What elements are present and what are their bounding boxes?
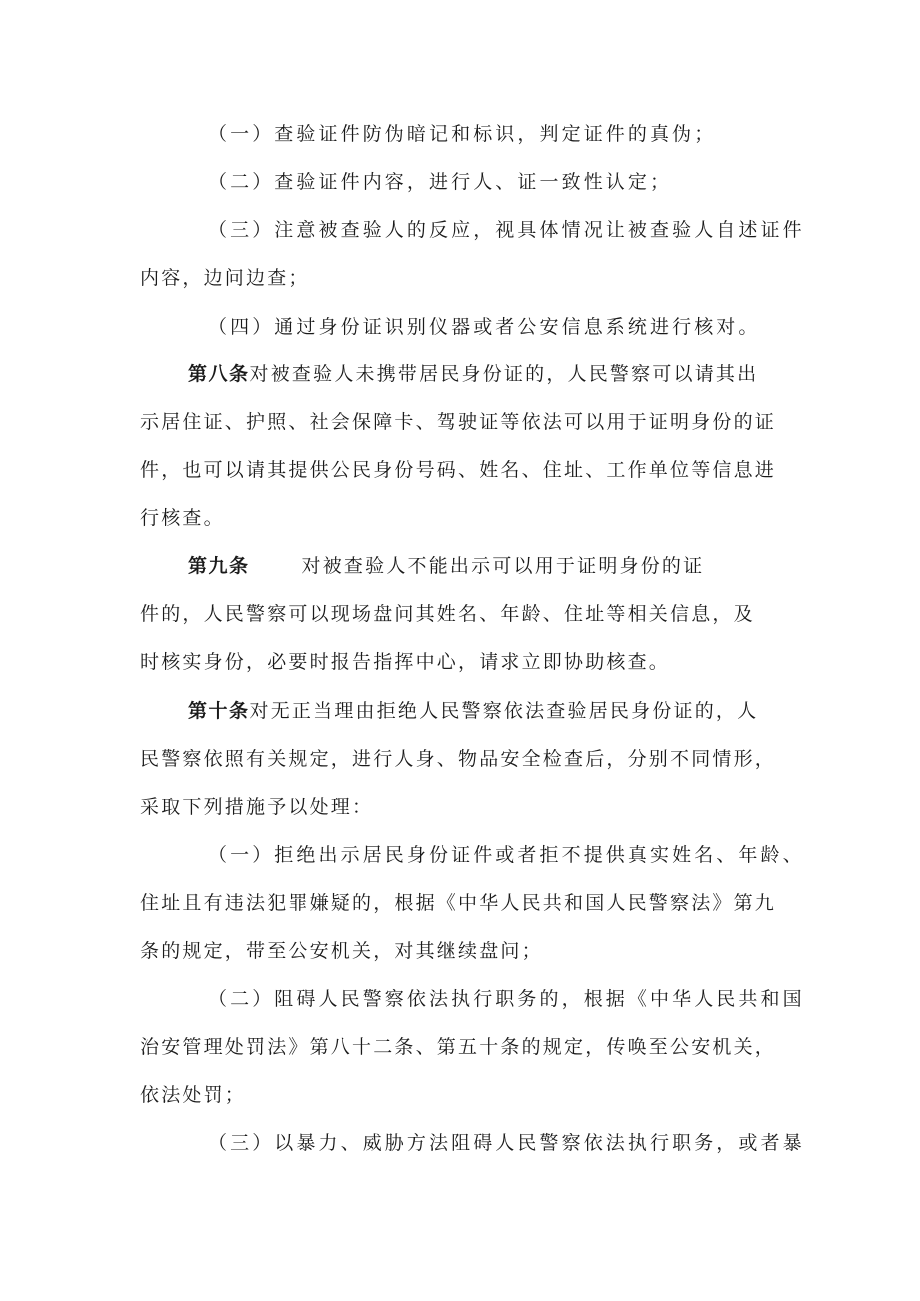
item-b-2-cont-1: 治安管理处罚法》第八十二条、第五十条的规定，传唤至公安机关，	[140, 1036, 777, 1058]
item-b-1: （一）拒绝出示居民身份证件或者拒不提供真实姓名、年龄、	[208, 844, 805, 866]
item-a-1: （一）查验证件防伪暗记和标识，判定证件的真伪；	[208, 123, 717, 145]
item-a-3: （三）注意被查验人的反应，视具体情况让被查验人自述证件	[208, 219, 805, 241]
article-10-first-line	[188, 699, 758, 723]
article-8-heading: 第八条	[188, 363, 250, 385]
item-b-2: （二）阻碍人民警察依法执行职务的，根据《中华人民共和国	[208, 988, 805, 1010]
article-10-heading: 第十条	[188, 700, 250, 722]
article-8-text-3: 件，也可以请其提供公民身份号码、姓名、住址、工作单位等信息进	[140, 459, 777, 481]
item-a-2: （二）查验证件内容，进行人、证一致性认定；	[208, 171, 673, 193]
article-9-text-2: 件的，人民警察可以现场盘问其姓名、年龄、住址等相关信息，及	[140, 603, 755, 625]
item-a-4: （四）通过身份证识别仪器或者公安信息系统进行核对。	[208, 316, 761, 338]
article-8-text-1: 对被查验人未携带居民身份证的，人民警察可以请其出	[249, 363, 759, 385]
article-10-text-3: 采取下列措施予以处理：	[140, 796, 374, 818]
article-10-text-2: 民警察依照有关规定，进行人身、物品安全检查后，分别不同情形，	[140, 748, 777, 770]
article-9-heading: 第九条	[188, 555, 250, 577]
item-b-1-cont-2: 条的规定，带至公安机关，对其继续盘问；	[140, 940, 543, 962]
item-b-2-cont-2: 依法处罚；	[140, 1084, 247, 1106]
article-9-text-1: 对被查验人不能出示可以用于证明身份的证	[301, 555, 705, 577]
item-a-3-cont: 内容，边问边查；	[140, 267, 310, 289]
article-9-text-3: 时核实身份，必要时报告指挥中心，请求立即协助核查。	[140, 651, 671, 673]
article-8-text-2: 示居住证、护照、社会保障卡、驾驶证等依法可以用于证明身份的证	[140, 411, 777, 433]
article-9-first-line	[188, 554, 704, 578]
article-10-text-1: 对无正当理由拒绝人民警察依法查验居民身份证的，人	[249, 700, 759, 722]
item-b-1-cont-1: 住址且有违法犯罪嫌疑的，根据《中华人民共和国人民警察法》第九	[140, 892, 777, 914]
article-8-text-4: 行核查。	[140, 507, 225, 529]
article-8-first-line	[188, 362, 758, 386]
item-b-3: （三）以暴力、威胁方法阻碍人民警察依法执行职务，或者暴	[208, 1132, 805, 1154]
